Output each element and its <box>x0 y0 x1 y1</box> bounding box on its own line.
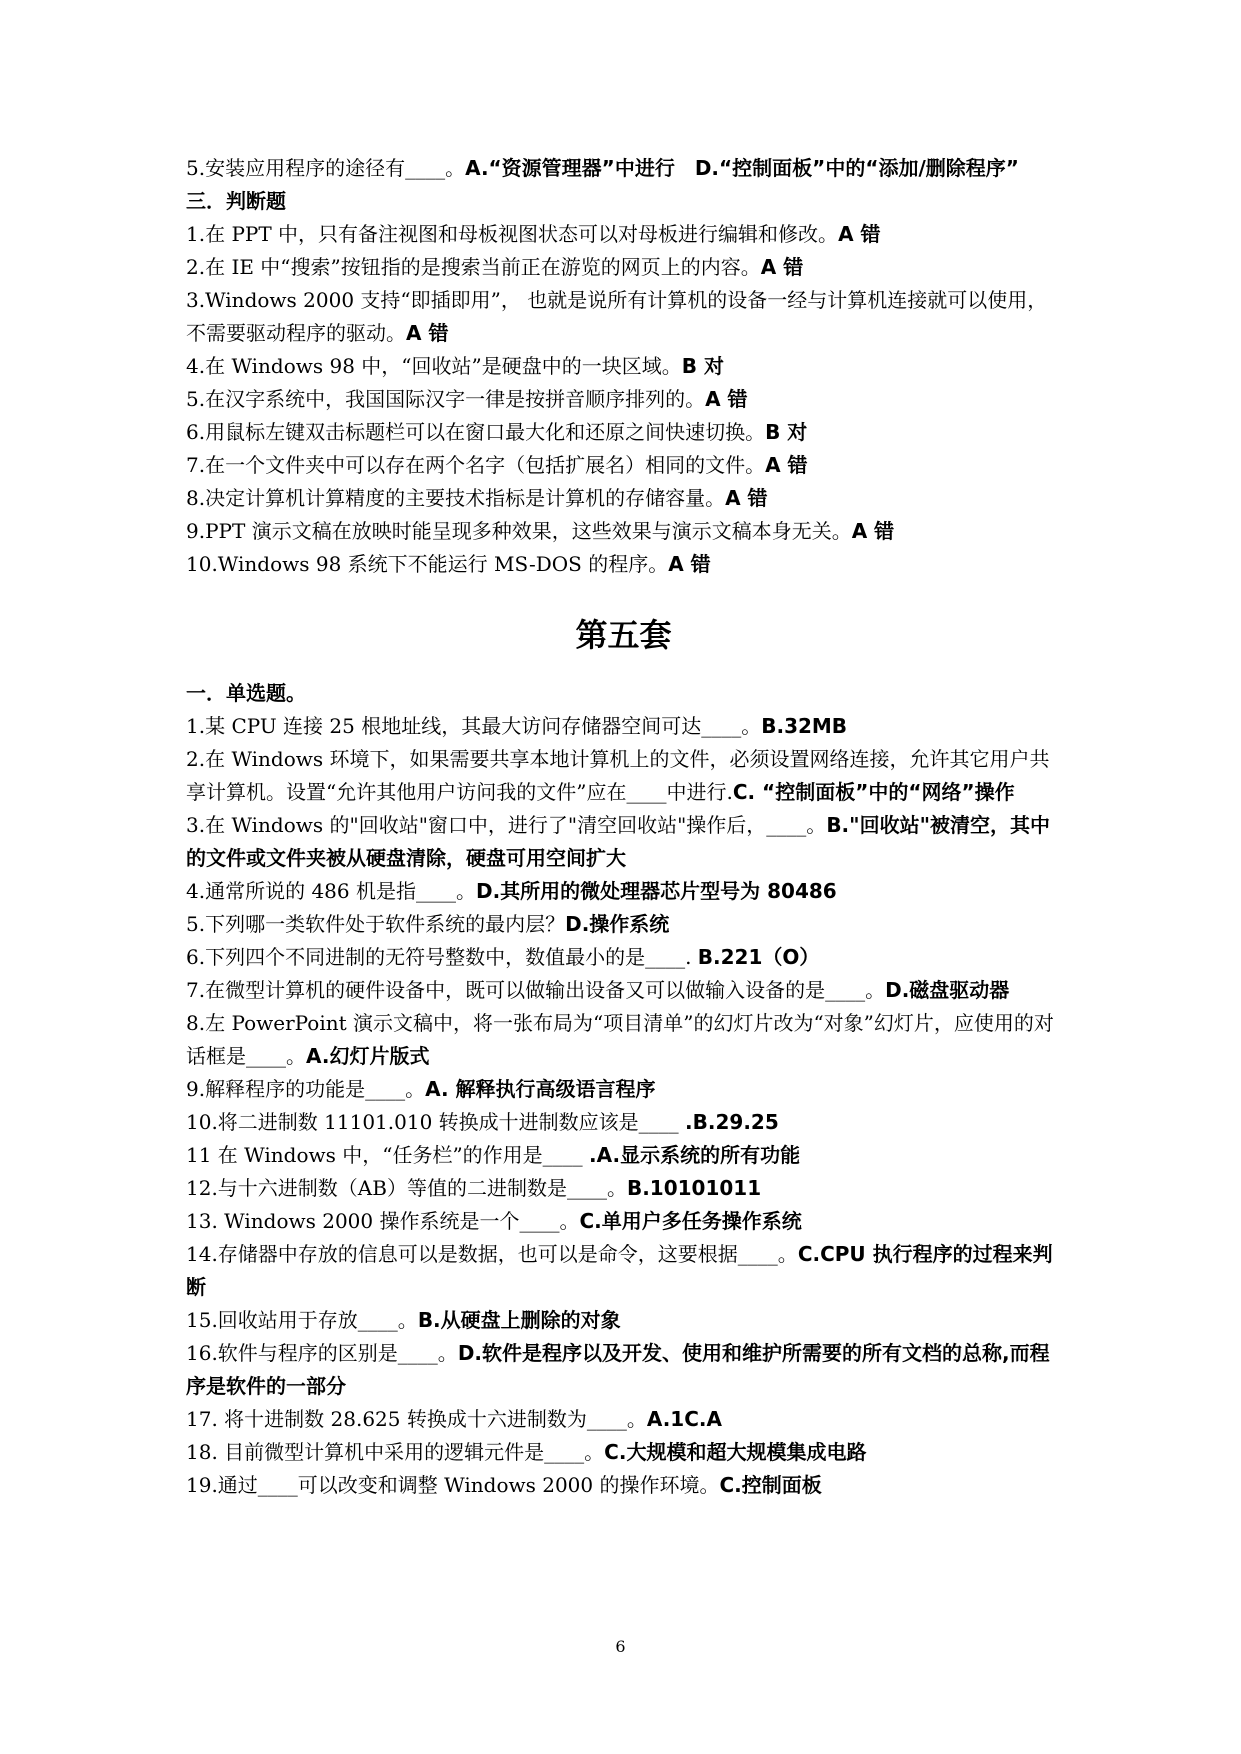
answer-text: A.1C.A <box>646 1407 722 1431</box>
single-choice-item <box>186 743 1061 809</box>
answer-text: C.CPU 执行程序的过程来判断 <box>186 1242 1053 1299</box>
answer-text: A 错 <box>725 486 768 510</box>
answer-text: A.幻灯片版式 <box>306 1044 430 1068</box>
top-question-list <box>186 152 1061 185</box>
single-choice-item <box>186 1304 1061 1337</box>
page-number: 6 <box>615 1637 626 1656</box>
answer-text: A 错 <box>406 321 449 345</box>
question-text: 12.与十六进制数（AB）等值的二进制数是____。 <box>186 1176 627 1200</box>
single-choice-item <box>186 875 1061 908</box>
answer-text: B.221（O） <box>697 945 820 969</box>
section-title-judgement: 三．判断题 <box>186 189 286 213</box>
answer-text: A.“资源管理器”中进行 D.“控制面板”中的“添加/删除程序” <box>465 156 1019 180</box>
single-choice-item <box>186 1436 1061 1469</box>
single-choice-item <box>186 710 1061 743</box>
question-text: 2.在 Windows 环境下，如果需要共享本地计算机上的文件，必须设置网络连接，允许其它用户共享计算机。设置“允许其他用户访问我的文件”应在____中进行. <box>186 747 1050 804</box>
single-choice-item <box>186 941 1061 974</box>
judgement-item <box>186 251 1061 284</box>
judgement-item <box>186 416 1061 449</box>
single-choice-item <box>186 1403 1061 1436</box>
question-text: 6.下列四个不同进制的无符号整数中，数值最小的是____. <box>186 945 698 969</box>
answer-text: .B.29.25 <box>685 1110 779 1134</box>
question-text: 10.将二进制数 11101.010 转换成十进制数应该是____ <box>186 1110 686 1134</box>
judgement-item <box>186 350 1061 383</box>
judgement-item <box>186 383 1061 416</box>
question-text: 8.决定计算机计算精度的主要技术指标是计算机的存储容量。 <box>186 486 726 510</box>
judgement-item <box>186 515 1061 548</box>
answer-text: C.控制面板 <box>719 1473 822 1497</box>
answer-text: B.从硬盘上删除的对象 <box>417 1308 621 1332</box>
question-text: 14.存储器中存放的信息可以是数据，也可以是命令，这要根据____。 <box>186 1242 798 1266</box>
single-choice-item <box>186 974 1061 1007</box>
answer-text: B."回收站"被清空，其中的文件或文件夹被从硬盘清除，硬盘可用空间扩大 <box>186 813 1050 870</box>
single-choice-item <box>186 1172 1061 1205</box>
question-text: 9.PPT 演示文稿在放映时能呈现多种效果，这些效果与演示文稿本身无关。 <box>186 519 852 543</box>
set-title: 第五套 <box>575 616 672 654</box>
answer-text: A. 解释执行高级语言程序 <box>425 1077 656 1101</box>
single-choice-question-list <box>186 710 1061 1502</box>
answer-text: B.32MB <box>761 714 848 738</box>
answer-text: C.单用户多任务操作系统 <box>579 1209 802 1233</box>
question-text: 11 在 Windows 中，“任务栏”的作用是____ <box>186 1143 590 1167</box>
question-text: 3.在 Windows 的"回收站"窗口中，进行了"清空回收站"操作后，____。 <box>186 813 827 837</box>
question-text: 19.通过____可以改变和调整 Windows 2000 的操作环境。 <box>186 1473 720 1497</box>
question-text: 5.下列哪一类软件处于软件系统的最内层？ <box>186 912 566 936</box>
question-text: 8.左 PowerPoint 演示文稿中，将一张布局为“项目清单”的幻灯片改为“对象”幻灯片，应使用的对话框是____。 <box>186 1011 1054 1068</box>
single-choice-item <box>186 1073 1061 1106</box>
answer-text: D.软件是程序以及开发、使用和维护所需要的所有文档的总称,而程序是软件的一部分 <box>186 1341 1050 1398</box>
question-text: 2.在 IE 中“搜索”按钮指的是搜索当前正在游览的网页上的内容。 <box>186 255 761 279</box>
judgement-question-list <box>186 218 1061 581</box>
section-title-single-choice: 一．单选题。 <box>186 681 306 705</box>
question-text: 1.某 CPU 连接 25 根地址线，其最大访问存储器空间可达____。 <box>186 714 762 738</box>
single-choice-item <box>186 1106 1061 1139</box>
answer-text: D.操作系统 <box>565 912 670 936</box>
question-text: 15.回收站用于存放____。 <box>186 1308 418 1332</box>
answer-text: B 对 <box>681 354 724 378</box>
single-choice-item <box>186 1139 1061 1172</box>
question-text: 5.安装应用程序的途径有____。 <box>186 156 466 180</box>
question-text: 6.用鼠标左键双击标题栏可以在窗口最大化和还原之间快速切换。 <box>186 420 766 444</box>
question-text: 17. 将十进制数 28.625 转换成十六进制数为____。 <box>186 1407 647 1431</box>
single-choice-item <box>186 1205 1061 1238</box>
answer-text: .A.显示系统的所有功能 <box>589 1143 801 1167</box>
question-text: 1.在 PPT 中，只有备注视图和母板视图状态可以对母板进行编辑和修改。 <box>186 222 839 246</box>
question-text: 13. Windows 2000 操作系统是一个____。 <box>186 1209 580 1233</box>
answer-text: B.10101011 <box>626 1176 762 1200</box>
answer-text: A 错 <box>765 453 808 477</box>
question-item <box>186 152 1061 185</box>
single-choice-item <box>186 1469 1061 1502</box>
judgement-item <box>186 284 1061 350</box>
question-text: 18. 目前微型计算机中采用的逻辑元件是____。 <box>186 1440 605 1464</box>
page-content <box>186 152 1061 1502</box>
answer-text: B 对 <box>765 420 808 444</box>
answer-text: D.磁盘驱动器 <box>885 978 1010 1002</box>
single-choice-item <box>186 1007 1061 1073</box>
question-text: 5.在汉字系统中，我国国际汉字一律是按拼音顺序排列的。 <box>186 387 706 411</box>
question-text: 3.Windows 2000 支持“即插即用”， 也就是说所有计算机的设备一经与计算机连接就可以使用，不需要驱动程序的驱动。 <box>186 288 1048 345</box>
question-text: 4.通常所说的 486 机是指____。 <box>186 879 476 903</box>
judgement-item <box>186 218 1061 251</box>
judgement-item <box>186 449 1061 482</box>
answer-text: D.其所用的微处理器芯片型号为 80486 <box>475 879 837 903</box>
question-text: 9.解释程序的功能是____。 <box>186 1077 426 1101</box>
judgement-item <box>186 548 1061 581</box>
single-choice-item <box>186 809 1061 875</box>
single-choice-item <box>186 1238 1061 1304</box>
question-text: 7.在微型计算机的硬件设备中，既可以做输出设备又可以做输入设备的是____。 <box>186 978 886 1002</box>
question-text: 10.Windows 98 系统下不能运行 MS-DOS 的程序。 <box>186 552 669 576</box>
question-text: 4.在 Windows 98 中，“回收站”是硬盘中的一块区域。 <box>186 354 682 378</box>
answer-text: A 错 <box>838 222 881 246</box>
single-choice-item <box>186 1337 1061 1403</box>
single-choice-item <box>186 908 1061 941</box>
answer-text: A 错 <box>668 552 711 576</box>
answer-text: A 错 <box>851 519 895 543</box>
answer-text: A 错 <box>760 255 804 279</box>
answer-text: C.大规模和超大规模集成电路 <box>604 1440 867 1464</box>
question-text: 7.在一个文件夹中可以存在两个名字（包括扩展名）相同的文件。 <box>186 453 766 477</box>
answer-text: C. “控制面板”中的“网络”操作 <box>732 780 1015 804</box>
judgement-item <box>186 482 1061 515</box>
answer-text: A 错 <box>705 387 748 411</box>
question-text: 16.软件与程序的区别是____。 <box>186 1341 458 1365</box>
